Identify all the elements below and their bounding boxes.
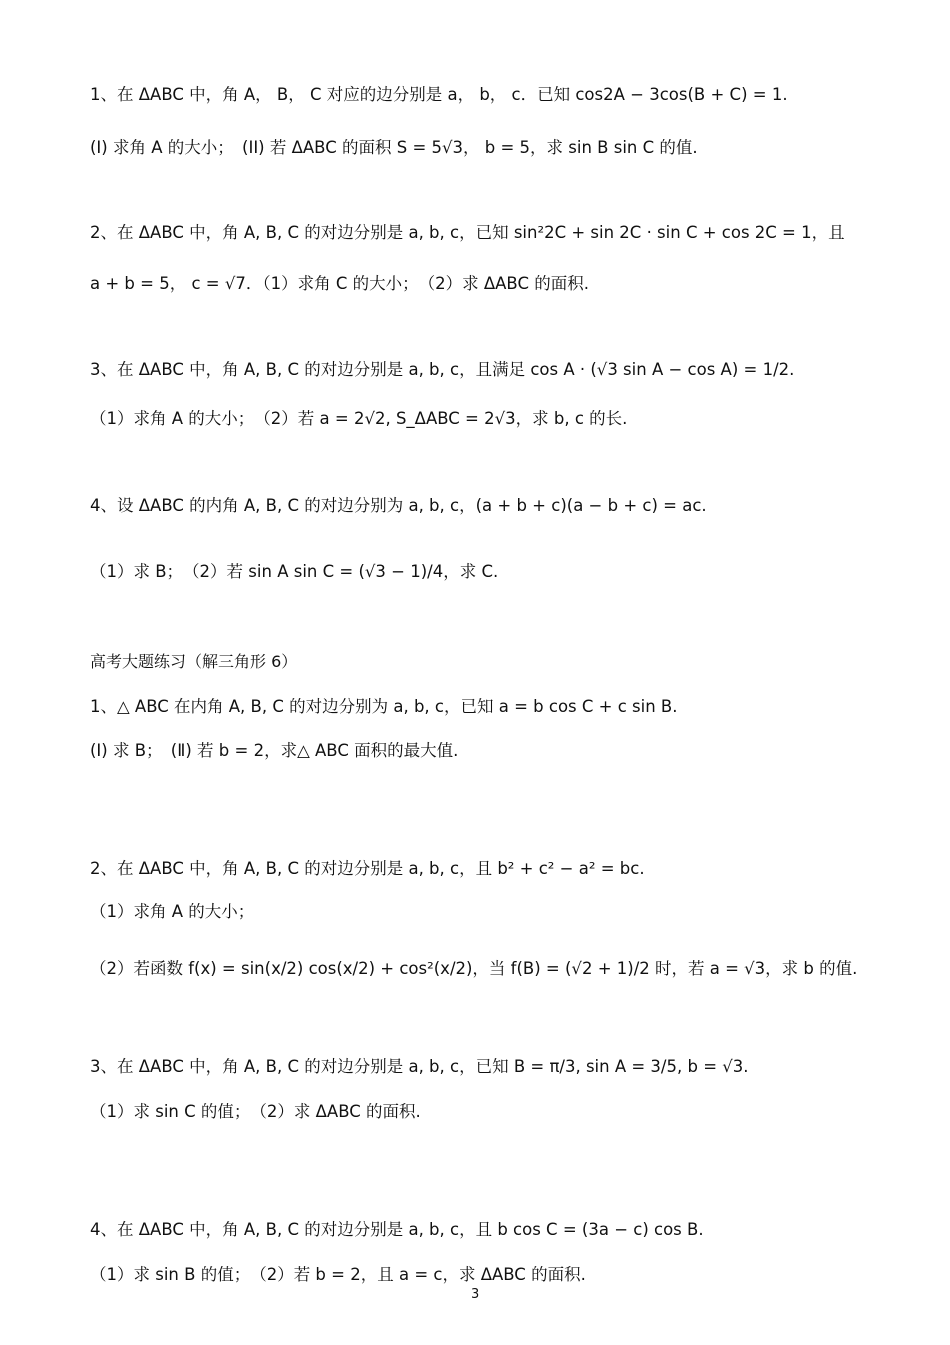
section-heading: 高考大题练习（解三角形 6） bbox=[90, 652, 298, 671]
exercise-4-line-1: 4、在 ΔABC 中，角 A, B, C 的对边分别是 a, b, c，且 b cos C = (3a − c) cos B. bbox=[90, 1220, 704, 1239]
problem-4-line-1: 4、设 ΔABC 的内角 A, B, C 的对边分别为 a, b, c，(a + b + c)(a − b + c) = ac. bbox=[90, 496, 707, 515]
problem-3-line-1: 3、在 ΔABC 中，角 A, B, C 的对边分别是 a, b, c，且满足 cos A · (√3 sin A − cos A) = 1/2. bbox=[90, 360, 795, 379]
problem-4-line-2: （1）求 B； （2）若 sin A sin C = (√3 − 1)/4，求 C. bbox=[90, 562, 499, 581]
exercise-2-line-1: 2、在 ΔABC 中，角 A, B, C 的对边分别是 a, b, c，且 b² + c² − a² = bc. bbox=[90, 859, 645, 878]
problem-1-line-2: (I) 求角 A 的大小； (II) 若 ΔABC 的面积 S = 5√3， b = 5，求 sin B sin C 的值. bbox=[90, 138, 698, 157]
exercise-1-line-1: 1、△ ABC 在内角 A, B, C 的对边分别为 a, b, c，已知 a = b cos C + c sin B. bbox=[90, 697, 678, 716]
exercise-2-line-3: （2）若函数 f(x) = sin(x/2) cos(x/2) + cos²(x/2)，当 f(B) = (√2 + 1)/2 时，若 a = √3，求 b 的值. bbox=[90, 959, 858, 978]
problem-1-line-1: 1、在 ΔABC 中，角 A， B， C 对应的边分别是 a， b， c．已知 cos2A − 3cos(B + C) = 1. bbox=[90, 85, 788, 104]
problem-2-line-2: a + b = 5， c = √7．（1）求角 C 的大小； （2）求 ΔABC 的面积. bbox=[90, 274, 589, 293]
exercise-2-line-2: （1）求角 A 的大小； bbox=[90, 902, 255, 921]
exercise-3-line-2: （1）求 sin C 的值； （2）求 ΔABC 的面积. bbox=[90, 1102, 421, 1121]
exercise-4-line-2: （1）求 sin B 的值； （2）若 b = 2，且 a = c，求 ΔABC 的面积. bbox=[90, 1265, 586, 1284]
problem-3-line-2: （1）求角 A 的大小； （2）若 a = 2√2, S_ΔABC = 2√3，求 b, c 的长. bbox=[90, 409, 628, 428]
problem-2-line-1: 2、在 ΔABC 中，角 A, B, C 的对边分别是 a, b, c，已知 sin²2C + sin 2C · sin C + cos 2C = 1，且 bbox=[90, 223, 845, 242]
page-number: 3 bbox=[471, 1287, 480, 1302]
exercise-1-line-2: (Ⅰ) 求 B； (Ⅱ) 若 b = 2，求△ ABC 面积的最大值. bbox=[90, 741, 459, 760]
exercise-3-line-1: 3、在 ΔABC 中，角 A, B, C 的对边分别是 a, b, c，已知 B = π/3, sin A = 3/5, b = √3. bbox=[90, 1057, 749, 1076]
